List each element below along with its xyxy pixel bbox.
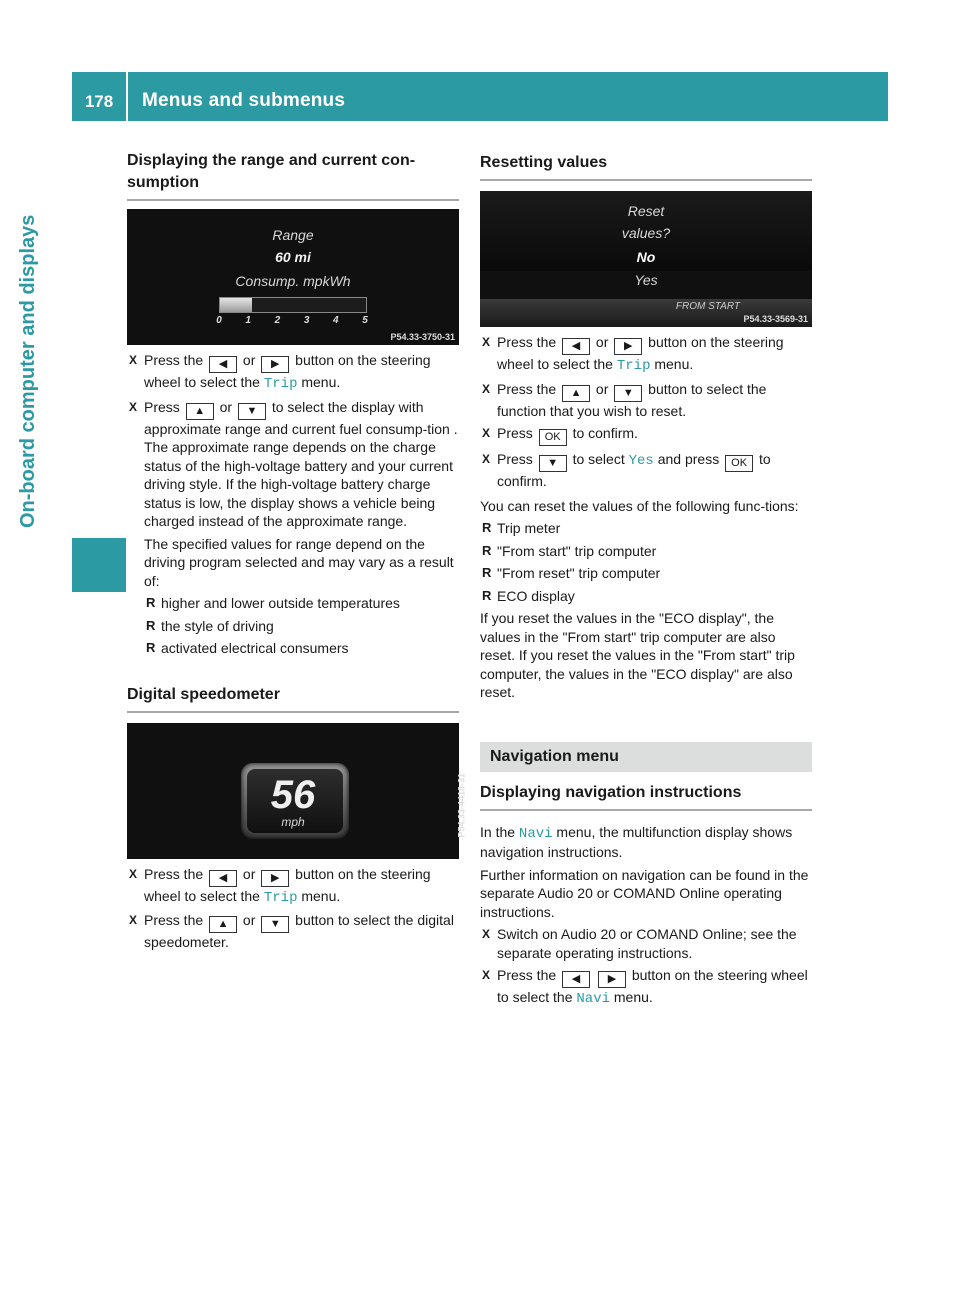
left-button-icon: ◀ <box>562 971 590 988</box>
step-confirm: X Press OK to confirm. <box>480 424 812 446</box>
down-button-icon: ▼ <box>614 385 642 402</box>
image-reference: P54.33-3569-31 <box>743 314 808 324</box>
range-explanation: The approximate range depends on the charge status of the high-voltage battery and your current driving style. If the high-voltage battery charge status is low, the display shows a vehicle being charged instead of the approximate range. <box>144 439 453 529</box>
navigation-further-info: Further information on navigation can be found in the separate Audio 20 or COMAND Online operating instructions. <box>480 866 809 920</box>
scale-tick-label: 2 <box>274 315 281 326</box>
step-select-yes: X Press ▼ to select Yes and press OK to confirm. <box>482 451 771 489</box>
step-arrow-icon: X <box>129 399 138 414</box>
navi-menu-label: Navi <box>518 825 553 842</box>
trip-menu-label: Trip <box>263 889 298 906</box>
speedometer-display-image <box>127 723 467 859</box>
scale-tick-label: 1 <box>245 315 251 326</box>
step-arrow-icon: X <box>482 381 491 396</box>
yes-option-label: Yes <box>628 453 654 469</box>
navi-menu-label: Navi <box>576 991 610 1007</box>
left-column <box>127 150 467 952</box>
up-button-icon: ▲ <box>209 916 237 933</box>
range-heading: Displaying the range and current con- sumption <box>127 150 459 201</box>
step-arrow-icon: X <box>129 353 138 367</box>
range-label: Range <box>272 227 314 243</box>
up-button-icon: ▲ <box>186 403 214 420</box>
side-tab-label: On-board computer and displays <box>17 214 39 528</box>
speedometer-heading: Digital speedometer <box>127 684 459 713</box>
step-arrow-icon: X <box>482 426 491 440</box>
speed-value: 56 <box>270 772 316 817</box>
reset-note: If you reset the values in the "ECO display", the values in the "From start" trip computer are also reset. If you reset the values in the "From start" trip computer, the values in the "ECO display" are also reset. <box>480 610 795 700</box>
scale-tick-label: 3 <box>303 315 310 326</box>
list-item: R "From reset" trip computer <box>482 565 661 581</box>
range-value: 60 mi <box>275 249 311 265</box>
step-select-range-display: X Press ▲ or ▼ to select the display with approximate range and current fuel consump-tion . <box>129 398 458 437</box>
right-button-icon: ▶ <box>614 338 642 355</box>
step-select-navi-menu: X Press the ◀ ▶ button on the steering wheel to select the Navi menu. <box>482 967 808 1007</box>
side-tab-block <box>72 538 126 592</box>
step-select-function: X Press the ▲ or ▼ button to select the function that you wish to reset. <box>482 380 767 419</box>
consumption-scale <box>216 315 368 329</box>
step-select-trip-menu: X Press the ◀ or ▶ button on the steering wheel to select the Trip menu. <box>482 334 784 374</box>
step-arrow-icon: X <box>482 335 491 349</box>
reset-intro: You can reset the values of the following func-tions: <box>480 497 799 514</box>
list-item: R "From start" trip computer <box>482 542 657 559</box>
scale-tick-label: 5 <box>362 315 368 326</box>
image-reference: P54.33-4418-31 <box>457 772 467 838</box>
step-arrow-icon: X <box>482 968 491 982</box>
down-button-icon: ▼ <box>539 455 567 472</box>
ok-button-icon: OK <box>539 429 567 446</box>
image-reference: P54.33-3750-31 <box>390 332 455 342</box>
reset-display-image <box>480 191 812 327</box>
scale-tick-label: 4 <box>333 315 339 326</box>
ok-button-icon: OK <box>725 455 753 472</box>
from-start-label: FROM START <box>675 301 740 312</box>
step-switch-on: X Switch on Audio 20 or COMAND Online; see the separate operating instructions. <box>482 926 797 961</box>
right-button-icon: ▶ <box>261 870 289 887</box>
left-button-icon: ◀ <box>209 356 237 373</box>
left-button-icon: ◀ <box>562 338 590 355</box>
right-button-icon: ▶ <box>261 356 289 373</box>
page-title: Menus and submenus <box>142 90 346 111</box>
down-button-icon: ▼ <box>238 403 266 420</box>
up-button-icon: ▲ <box>562 385 590 402</box>
scale-tick-label: 0 <box>216 315 222 326</box>
down-button-icon: ▼ <box>261 916 289 933</box>
navigation-instructions-heading: Displaying navigation instructions <box>480 782 812 811</box>
step-select-speedometer: X Press the ▲ or ▼ button to select the digital speedometer. <box>129 912 454 950</box>
right-button-icon: ▶ <box>598 971 626 988</box>
step-arrow-icon: X <box>482 452 491 466</box>
reset-heading: Resetting values <box>480 150 812 181</box>
step-select-trip-menu: X Press the ◀ or ▶ button on the steering wheel to select the Trip menu. <box>129 352 431 392</box>
consumption-bar-fill <box>220 298 252 312</box>
range-display-image <box>127 209 459 345</box>
trip-menu-label: Trip <box>616 358 651 374</box>
navigation-menu-heading: Navigation menu <box>480 742 812 772</box>
list-item: R the style of driving <box>146 617 274 634</box>
consumption-bar <box>219 297 367 313</box>
step-arrow-icon: X <box>482 927 491 941</box>
trip-menu-label: Trip <box>263 376 298 392</box>
step-select-trip-menu: X Press the ◀ or ▶ button on the steering wheel to select the Trip menu. <box>129 865 431 906</box>
page-number: 178 <box>84 92 114 111</box>
list-item: R higher and lower outside temperatures <box>146 595 400 611</box>
reset-option-no: No <box>636 249 656 265</box>
header-divider <box>126 72 128 121</box>
range-factors-intro: The specified values for range depend on the driving program selected and may vary as a result of: <box>144 535 454 589</box>
consumption-label: Consump. mpkWh <box>235 273 351 289</box>
step-arrow-icon: X <box>129 866 138 881</box>
list-item: R Trip meter <box>482 520 561 536</box>
speed-unit: mph <box>281 814 305 829</box>
step-arrow-icon: X <box>129 913 138 927</box>
left-button-icon: ◀ <box>209 870 237 887</box>
reset-line1: Reset <box>627 203 665 219</box>
reset-line2: values? <box>621 225 671 241</box>
list-item: R ECO display <box>482 587 575 604</box>
list-item: R activated electrical consumers <box>146 640 349 656</box>
navigation-intro: In the Navi menu, the multifunction display shows navigation instructions. <box>480 823 793 860</box>
right-column <box>480 150 812 1009</box>
reset-option-yes: Yes <box>634 272 658 288</box>
